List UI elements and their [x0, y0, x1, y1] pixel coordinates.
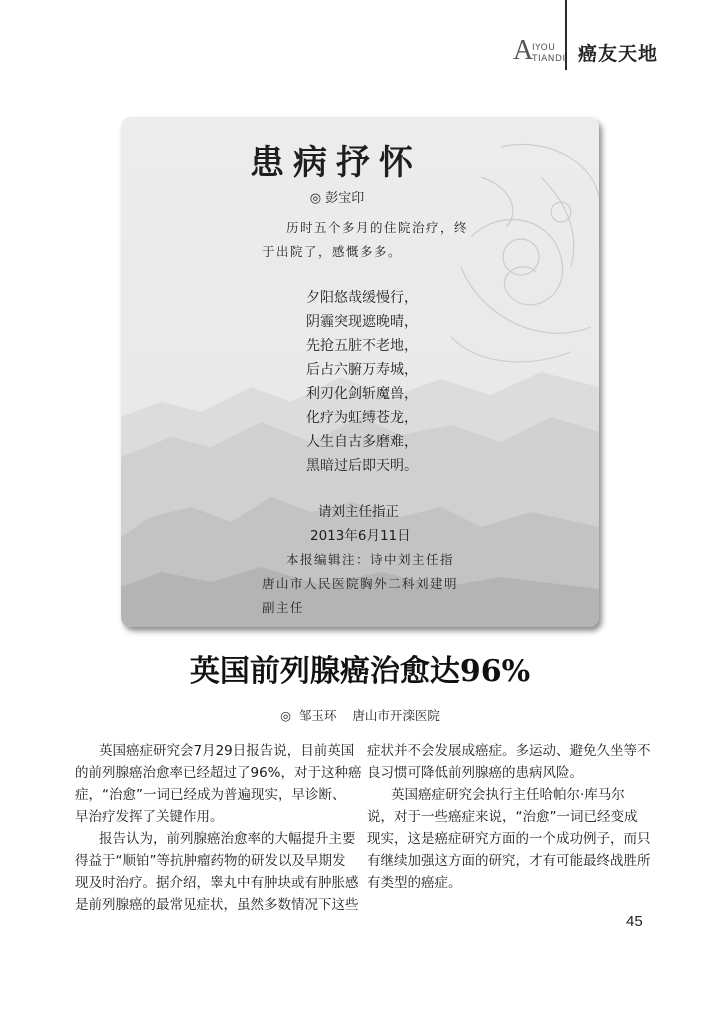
article-line: 症，“治愈”一词已经成为普遍现实，早诊断、	[75, 787, 346, 803]
article-byline: ◎ 邹玉环 唐山市开滦医院	[280, 708, 440, 723]
article-line: 是前列腺癌的最常见症状，虽然多数情况下这些	[75, 897, 359, 913]
article-line: 早治疗发挥了关键作用。	[75, 809, 224, 825]
magazine-logo	[513, 34, 566, 68]
section-title: 癌友天地	[578, 43, 659, 65]
article-line: 有继续加强这方面的研究，才有可能最终战胜所	[367, 853, 651, 869]
poem-intro-line: 历时五个多月的住院治疗，终	[286, 220, 469, 235]
logo-text-bottom: TIANDI	[532, 54, 566, 64]
editor-note-line: 本报编辑注：诗中刘主任指	[286, 552, 455, 567]
editor-note-line: 唐山市人民医院胸外二科刘建明	[262, 576, 459, 591]
article-line: 得益于“顺铂”等抗肿瘤药物的研发以及早期发	[75, 853, 346, 869]
poem-verse: 阴霾突现遮晚晴，	[306, 314, 418, 330]
poem-verse: 化疗为虹缚苍龙，	[306, 410, 418, 426]
poem-verse: 后占六腑万寿城，	[306, 362, 418, 378]
poem-verse: 利刃化剑斩魔兽，	[306, 386, 418, 402]
article-line: 说，对于一些癌症来说，“治愈”一词已经变成	[367, 809, 638, 825]
editor-note-line: 副主任	[262, 600, 305, 615]
article-line: 现及时治疗。据介绍，睾丸中有肿块或有肿胀感	[75, 875, 359, 891]
article-title: 英国前列腺癌治愈达96%	[189, 654, 531, 689]
article-line: 报告认为，前列腺癌治愈率的大幅提升主要	[99, 831, 356, 847]
poem-intro-line: 于出院了，感慨多多。	[262, 244, 403, 259]
article-line: 有类型的癌症。	[367, 875, 462, 891]
article-line: 症状并不会发展成癌症。多运动、避免久坐等不	[367, 743, 651, 759]
article-line: 现实，这是癌症研究方面的一个成功例子，而只	[367, 831, 651, 847]
article-line: 英国癌症研究会7月29日报告说，目前英国	[99, 743, 355, 759]
poem-card	[121, 117, 599, 627]
logo-text-top: IYOU	[532, 43, 556, 53]
poem-verse: 先抢五脏不老地，	[306, 338, 418, 354]
poem-title: 患病抒怀	[250, 143, 422, 183]
poem-signoff: 请刘主任指正	[318, 504, 399, 520]
poem-verse: 夕阳悠哉缓慢行，	[306, 290, 418, 306]
poem-date: 2013年6月11日	[310, 528, 411, 544]
poem-verse: 黑暗过后即天明。	[306, 458, 418, 474]
article-line: 英国癌症研究会执行主任哈帕尔·库马尔	[391, 787, 625, 803]
article-line: 的前列腺癌治愈率已经超过了96%，对于这种癌	[75, 765, 362, 781]
poem-author: ◎ 彭宝印	[309, 191, 365, 206]
logo-letter: A	[513, 35, 534, 66]
page-number: 45	[626, 913, 643, 930]
article-line: 良习惯可降低前列腺癌的患病风险。	[367, 765, 583, 781]
poem-verse: 人生自古多磨难，	[306, 434, 418, 450]
